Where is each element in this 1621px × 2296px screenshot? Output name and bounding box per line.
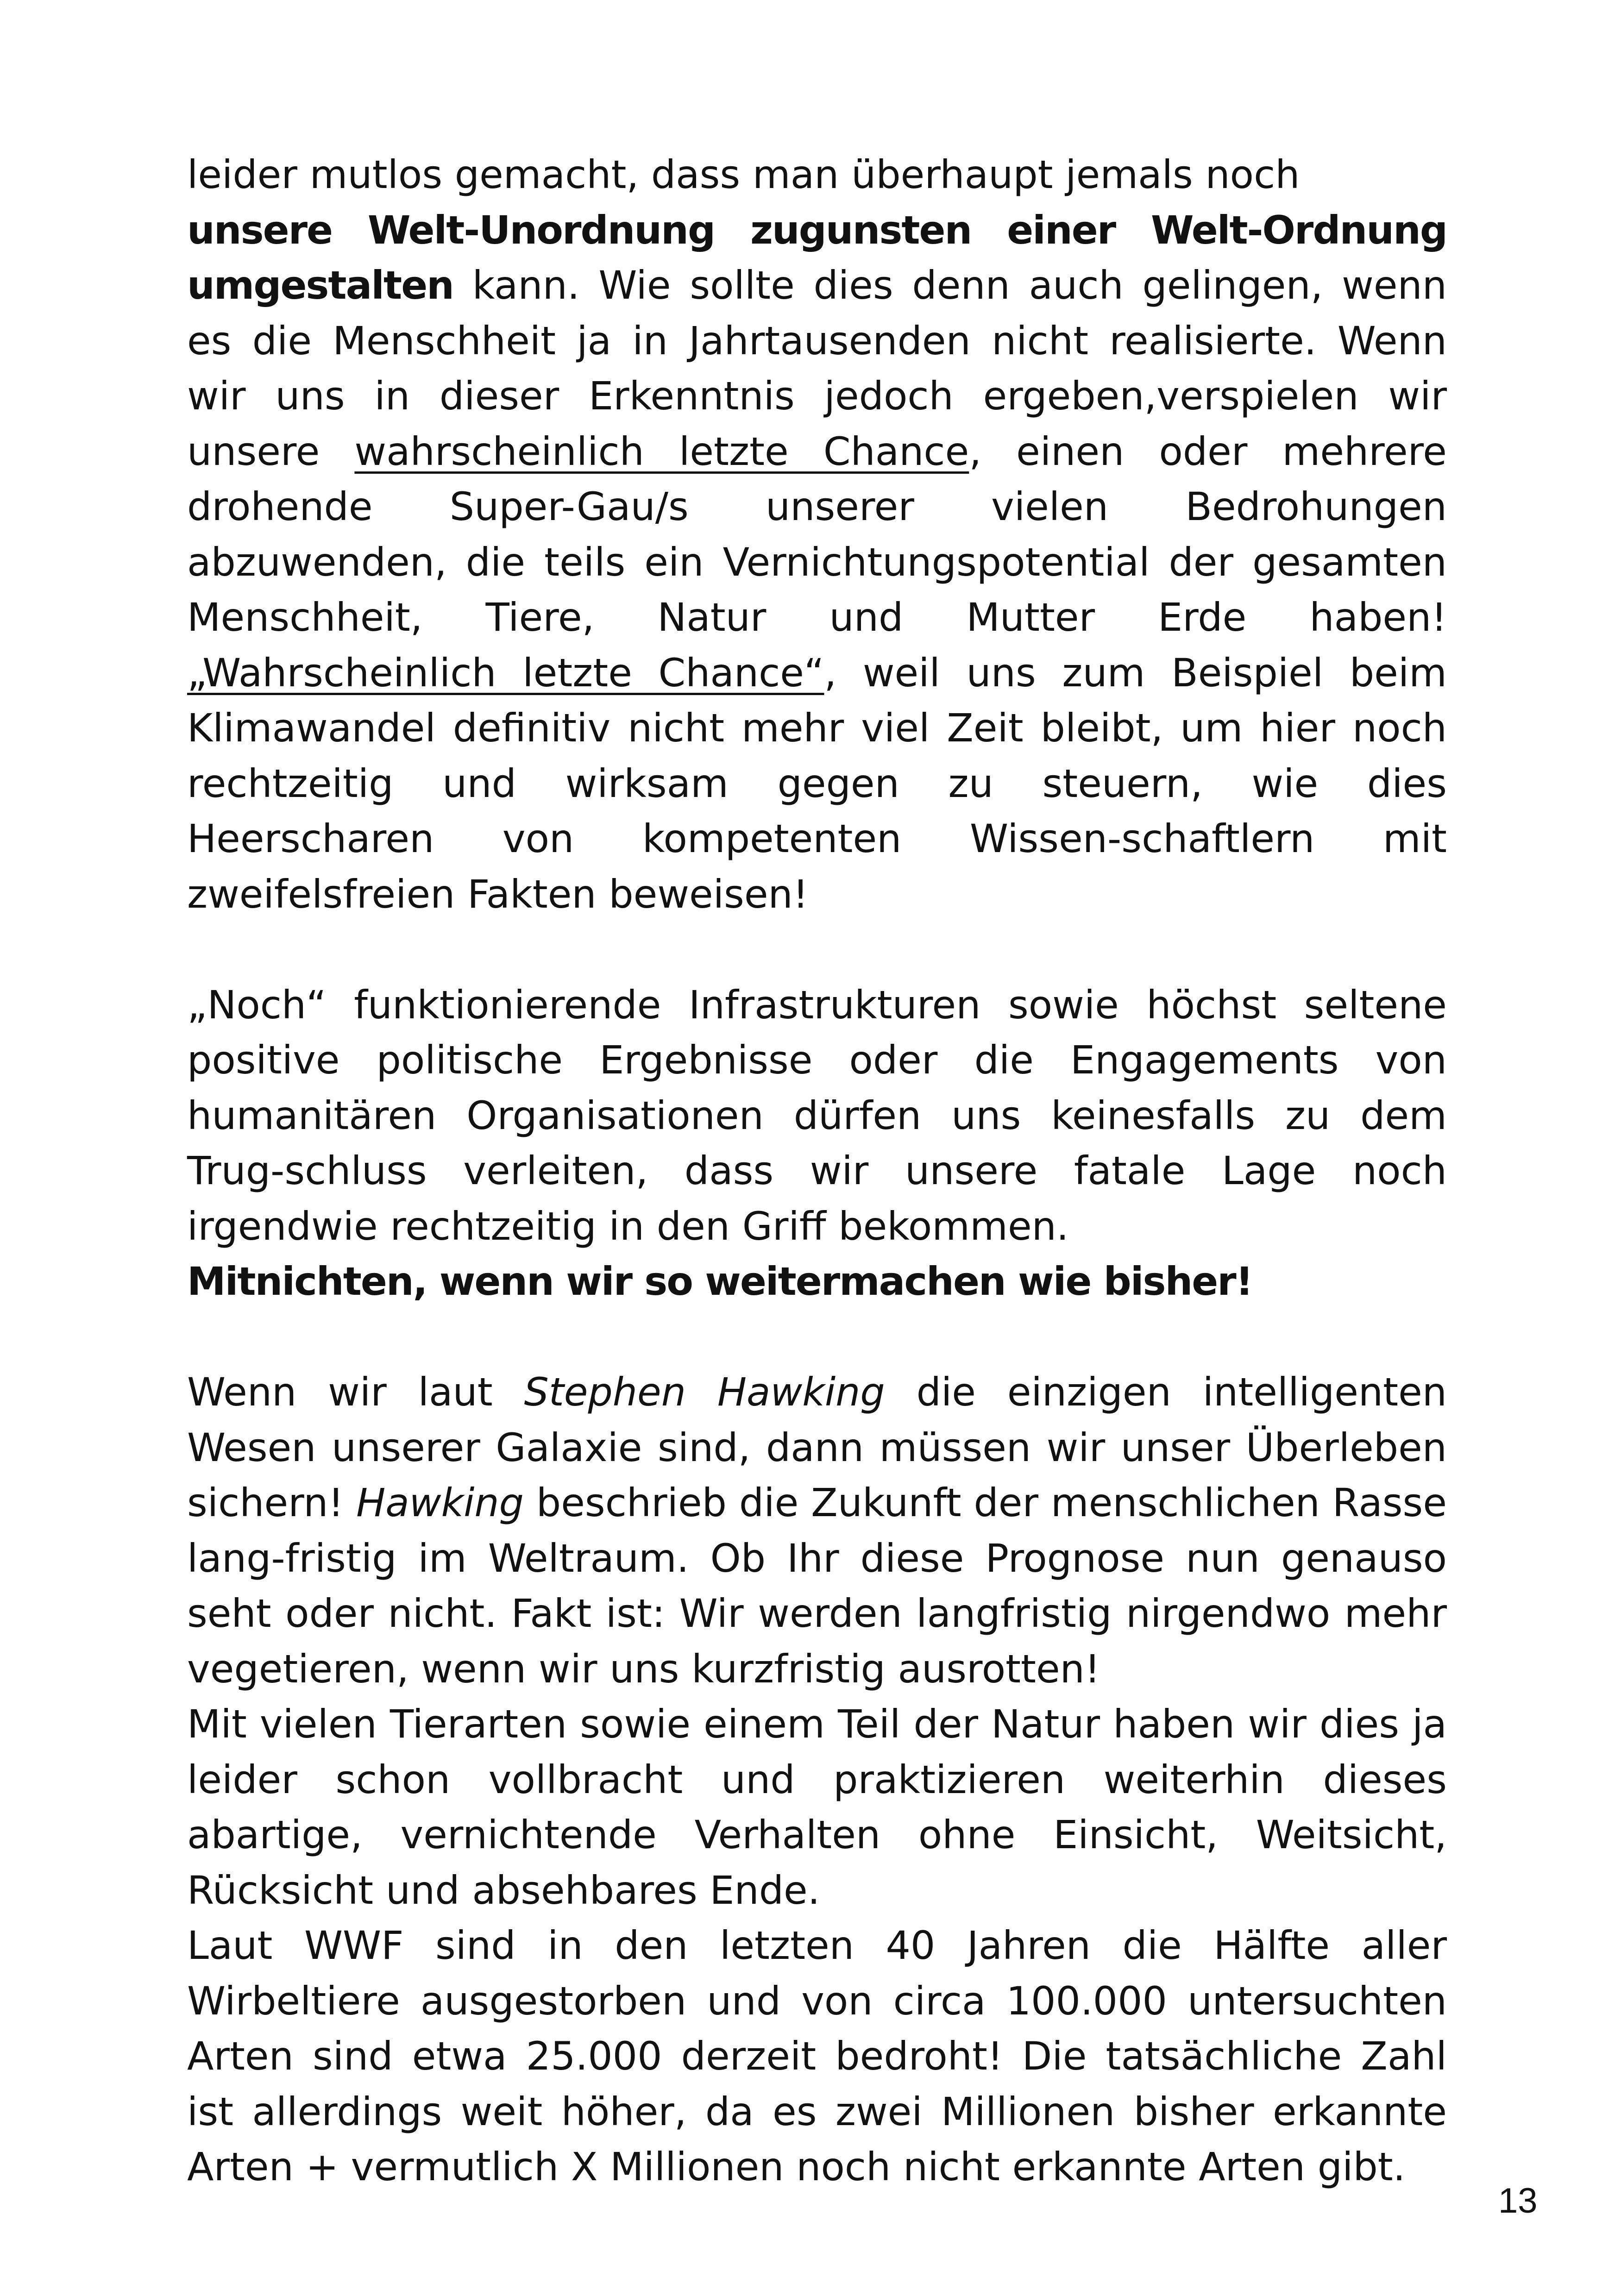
bold-statement: unsere Welt-Unordnung zugunsten einer Welt-Ordnung umgestalten: [187, 207, 1447, 308]
paragraph-1-first-line: leider mutlos gemacht, dass man überhaupt jemals noch: [187, 152, 1300, 197]
paragraph-4: Mit vielen Tierarten sowie einem Teil der Natur haben wir dies ja leider schon vollbracht und praktizieren weiterhin dieses abartige, vernichtende Verhalten ohne Einsicht, Weitsicht, Rücksicht und absehbares Ende.: [187, 1701, 1447, 1913]
paragraph-spacer: [187, 1310, 1447, 1365]
underlined-quote: „Wahrscheinlich letzte Chance“: [187, 650, 824, 696]
underlined-phrase: wahrscheinlich letzte Chance: [354, 428, 969, 474]
paragraph-3: Wenn wir laut Stephen Hawking die einzigen intelligenten Wesen unserer Galaxie sind, dann müssen wir unser Überleben sichern! Hawking beschrieb die Zukunft der menschlichen Rasse lang-fristig im Weltraum. Ob Ihr diese Prognose nun genauso seht oder nicht. Fakt ist: Wir werden langfristig nirgendwo mehr vegetieren, wenn wir uns kurzfristig ausrotten!: [187, 1369, 1447, 1692]
page-number: 13: [1498, 2181, 1538, 2221]
bold-conclusion: Mitnichten, wenn wir so weitermachen wie bisher!: [187, 1259, 1253, 1304]
paragraph-spacer: [187, 922, 1447, 978]
italic-name: Hawking: [356, 1480, 524, 1525]
page-body: [187, 147, 1447, 2195]
paragraph-2: „Noch“ funktionierende Infrastrukturen sowie höchst seltene positive politische Ergebnisse oder die Engagements von humanitären Organisationen dürfen uns keinesfalls zu dem Trug-schluss verleiten, dass wir unsere fatale Lage noch irgendwie rechtzeitig in den Griff bekommen.: [187, 982, 1447, 1249]
paragraph-1: unsere Welt-Unordnung zugunsten einer Welt-Ordnung umgestalten kann. Wie sollte dies denn auch gelingen, wenn es die Menschheit ja in Jahrtausenden nicht realisierte. Wenn wir uns in dieser Erkenntnis jedoch ergeben,verspielen wir unsere wahrscheinlich letzte Chance, einen oder mehrere drohende Super-Gau/s unserer vielen Bedrohungen abzuwenden, die teils ein Vernichtungspotential der gesamten Menschheit, Tiere, Natur und Mutter Erde haben! „Wahrscheinlich letzte Chance“, weil uns zum Beispiel beim Klimawandel definitiv nicht mehr viel Zeit bleibt, um hier noch rechtzeitig und wirksam gegen zu steuern, wie dies Heerscharen von kompetenten Wissen-schaftlern mit zweifelsfreien Fakten beweisen!: [187, 207, 1447, 917]
italic-name: Stephen Hawking: [524, 1369, 885, 1415]
paragraph-5: Laut WWF sind in den letzten 40 Jahren die Hälfte aller Wirbeltiere ausgestorben und von circa 100.000 untersuchten Arten sind etwa 25.000 derzeit bedroht! Die tatsächliche Zahl ist allerdings weit höher, da es zwei Millionen bisher erkannte Arten + vermutlich X Millionen noch nicht erkannte Arten gibt.: [187, 1923, 1447, 2189]
